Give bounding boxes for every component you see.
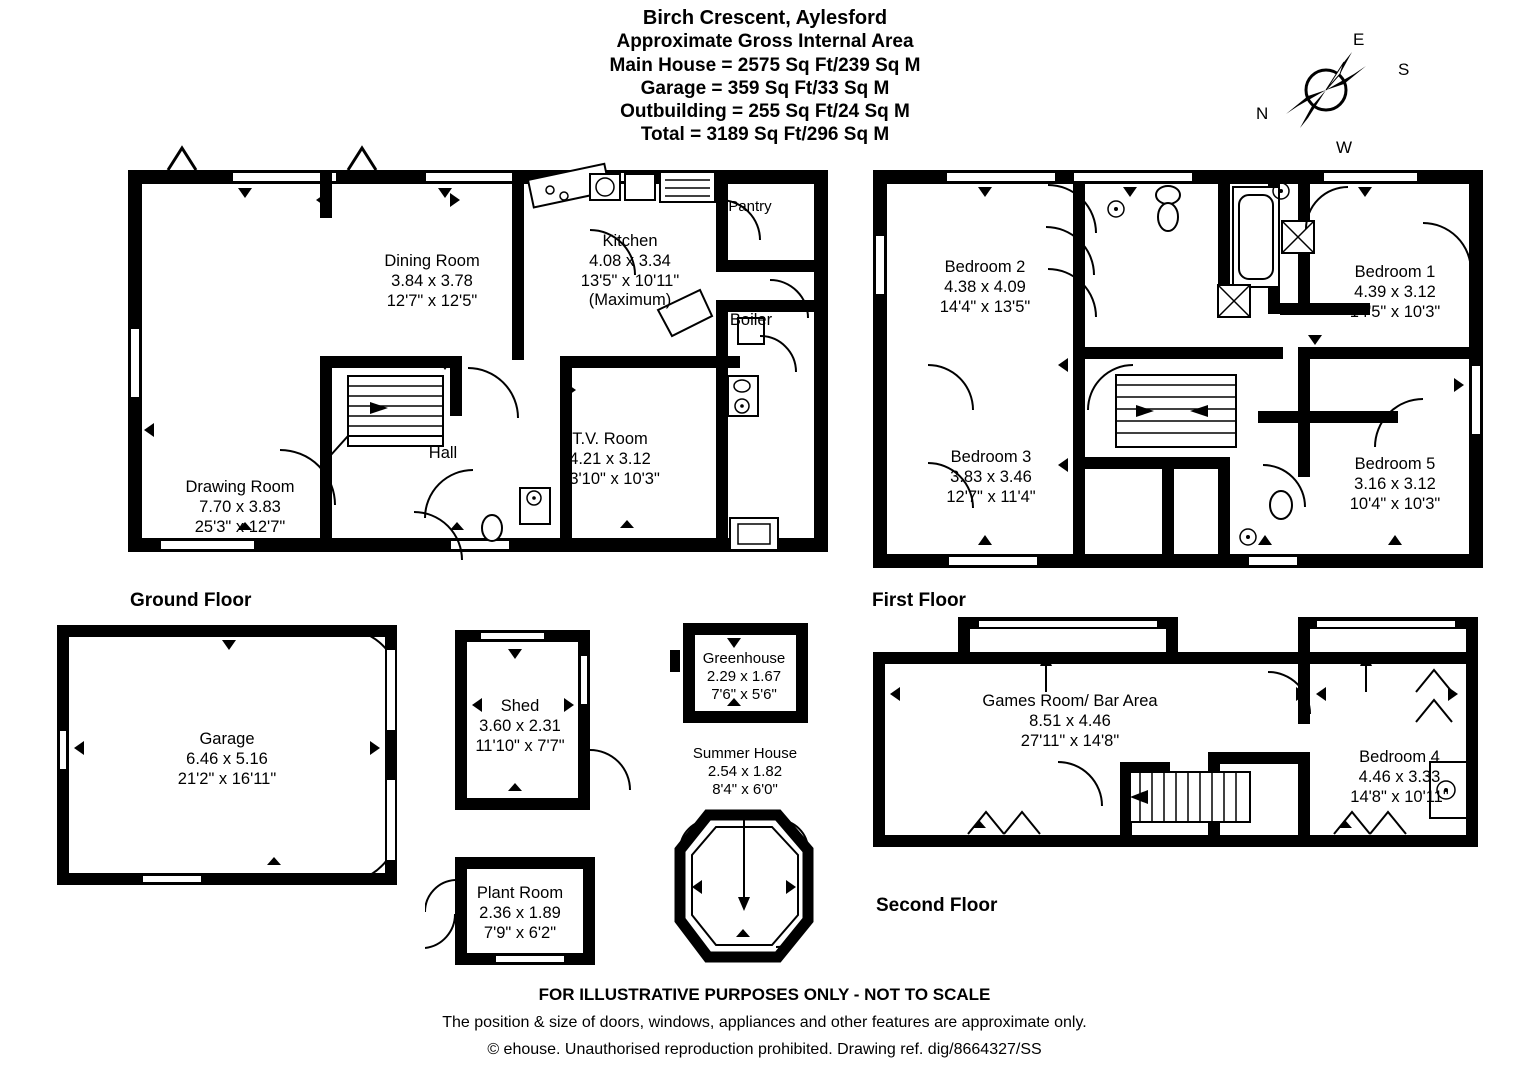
room-name: Bedroom 3	[950, 448, 1032, 466]
header-main-house-area: Main House = 2575 Sq Ft/239 Sq M	[609, 54, 921, 76]
header-garage-area: Garage = 359 Sq Ft/33 Sq M	[640, 77, 890, 99]
room-plant-room	[440, 884, 600, 943]
room-metric: 3.84 x 3.78	[391, 271, 473, 290]
room-imperial: 12'7" x 11'4"	[946, 487, 1036, 506]
room-metric: 2.36 x 1.89	[479, 903, 561, 922]
first-floor-label: First Floor	[872, 590, 966, 611]
room-metric: 4.38 x 4.09	[944, 277, 1026, 296]
room-note: (Maximum)	[588, 291, 672, 310]
room-name: Greenhouse	[702, 650, 786, 667]
footer-disclaimer-body: The position & size of doors, windows, appliances and other features are approximate only.	[442, 1014, 1087, 1031]
room-boiler	[706, 311, 796, 331]
room-dining-room	[352, 252, 512, 311]
room-imperial: 13'10" x 10'3"	[560, 469, 660, 488]
room-metric: 7.70 x 3.83	[199, 497, 281, 516]
room-tv-room	[520, 430, 700, 489]
room-name: Plant Room	[476, 884, 564, 902]
header-area-caption: Approximate Gross Internal Area	[616, 31, 914, 53]
room-name: Bedroom 2	[944, 258, 1026, 276]
compass-label-south: S	[1398, 60, 1410, 79]
room-imperial: 10'4" x 10'3"	[1349, 494, 1441, 513]
room-imperial: 13'5" x 10'11"	[580, 271, 680, 290]
room-imperial: 14'8" x 10'11"	[1350, 787, 1449, 806]
room-metric: 4.39 x 3.12	[1354, 282, 1436, 301]
room-name: Shed	[500, 697, 540, 715]
room-bedroom-2	[890, 258, 1080, 317]
room-bedroom-5	[1300, 455, 1490, 514]
footer	[0, 985, 1529, 1059]
header-outbuilding-area: Outbuilding = 255 Sq Ft/24 Sq M	[620, 100, 910, 122]
room-name: Bedroom 4	[1359, 748, 1440, 766]
room-pantry	[715, 198, 785, 216]
room-name: Bedroom 5	[1354, 455, 1436, 473]
room-imperial: 25'3" x 12'7"	[194, 517, 286, 536]
first-floor-plan	[868, 165, 1488, 580]
compass-label-east: E	[1353, 30, 1365, 49]
room-name: Garage	[199, 730, 255, 748]
compass-label-west: W	[1336, 138, 1353, 157]
room-name: Boiler	[729, 311, 773, 329]
page-title: Birch Crescent, Aylesford	[642, 7, 888, 29]
header-total-area: Total = 3189 Sq Ft/296 Sq M	[640, 124, 890, 146]
room-metric: 2.54 x 1.82	[707, 763, 783, 780]
room-kitchen	[550, 232, 710, 311]
room-summer-house	[665, 745, 825, 799]
room-imperial: 8'4" x 6'0"	[712, 781, 778, 798]
ground-floor-label: Ground Floor	[130, 590, 252, 611]
room-name: Kitchen	[602, 232, 658, 250]
room-name: Games Room/ Bar Area	[982, 692, 1158, 710]
footer-disclaimer-title: FOR ILLUSTRATIVE PURPOSES ONLY - NOT TO SCALE	[538, 985, 991, 1004]
room-metric: 3.83 x 3.46	[950, 467, 1032, 486]
room-metric: 2.29 x 1.67	[706, 668, 782, 685]
room-name: Bedroom 1	[1354, 263, 1436, 281]
room-imperial: 11'10" x 7'7"	[475, 736, 565, 755]
room-name: Summer House	[692, 745, 798, 762]
room-imperial: 21'2" x 16'11"	[177, 769, 277, 788]
room-bedroom-3	[896, 448, 1086, 507]
summer-house-plan	[668, 805, 823, 970]
room-bedroom-4	[1312, 748, 1487, 807]
room-name: T.V. Room	[572, 430, 648, 448]
room-metric: 4.46 x 3.33	[1358, 767, 1441, 786]
room-metric: 4.08 x 3.34	[589, 251, 671, 270]
room-metric: 3.16 x 3.12	[1354, 474, 1436, 493]
room-bedroom-1	[1300, 263, 1490, 322]
room-hall	[398, 444, 488, 464]
room-imperial: 7'9" x 6'2"	[483, 923, 557, 942]
room-metric: 8.51 x 4.46	[1029, 711, 1111, 730]
room-imperial: 27'11" x 14'8"	[1020, 731, 1120, 750]
room-games-room	[950, 692, 1190, 751]
room-name: Drawing Room	[185, 478, 295, 496]
room-name: Dining Room	[384, 252, 480, 270]
second-floor-label: Second Floor	[876, 895, 998, 916]
compass-rose	[1248, 22, 1428, 162]
room-imperial: 7'6" x 5'6"	[711, 686, 777, 703]
room-shed	[450, 697, 590, 756]
plan-header	[400, 6, 1130, 146]
room-imperial: 14'5" x 10'3"	[1349, 302, 1441, 321]
room-garage	[137, 730, 317, 789]
room-name: Pantry	[728, 198, 772, 215]
room-drawing-room	[160, 478, 320, 537]
compass-label-north: N	[1256, 104, 1269, 123]
room-imperial: 12'7" x 12'5"	[386, 291, 478, 310]
room-imperial: 14'4" x 13'5"	[939, 297, 1031, 316]
footer-copyright: © ehouse. Unauthorised reproduction prohibited. Drawing ref. dig/8664327/SS	[487, 1041, 1042, 1058]
room-name: Hall	[428, 444, 458, 462]
room-metric: 4.21 x 3.12	[569, 449, 651, 468]
room-metric: 3.60 x 2.31	[479, 716, 561, 735]
room-greenhouse	[668, 650, 820, 704]
room-metric: 6.46 x 5.16	[186, 749, 268, 768]
